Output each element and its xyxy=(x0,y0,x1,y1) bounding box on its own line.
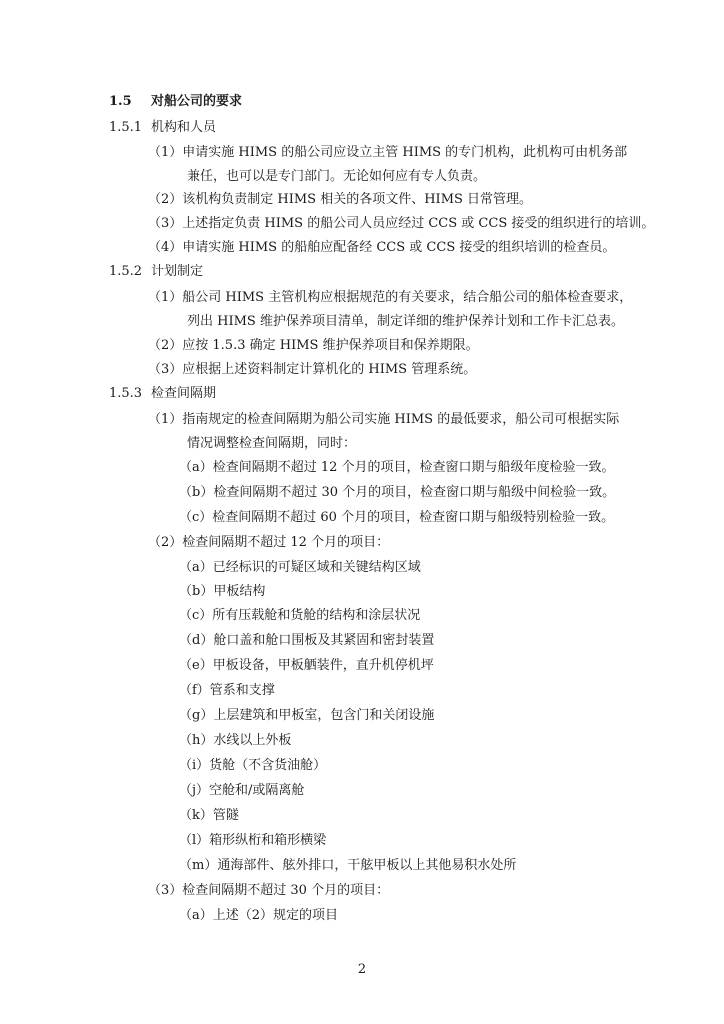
list-item: （a）上述（2）规定的项目 xyxy=(179,908,339,923)
subsection-title: 检查间隔期 xyxy=(151,386,217,401)
list-item: （b）甲板结构 xyxy=(179,584,266,599)
section-title: 对船公司的要求 xyxy=(151,94,243,109)
paragraph-line: （1）申请实施 HIMS 的船公司应设立主管 HIMS 的专门机构，此机构可由机务部 xyxy=(148,145,628,160)
list-item: （c）检查间隔期不超过 60 个月的项目，检查窗口期与船级特别检验一致。 xyxy=(179,510,615,525)
paragraph-line: 兼任，也可以是专门部门。无论如何应有专人负责。 xyxy=(187,169,487,184)
list-item: （a）已经标识的可疑区域和关键结构区域 xyxy=(179,560,421,575)
paragraph-line: （3）检查间隔期不超过 30 个月的项目： xyxy=(148,883,390,898)
list-item: （m）通海部件、舷外排口，干舷甲板以上其他易积水处所 xyxy=(179,858,517,873)
list-item: （b）检查间隔期不超过 30 个月的项目，检查窗口期与船级中间检验一致。 xyxy=(179,485,616,500)
list-item: （i）货舱（不含货油舱） xyxy=(179,758,327,773)
section-number: 1.5 xyxy=(109,94,132,109)
subsection-number: 1.5.2 xyxy=(109,264,143,279)
paragraph-line: （3）应根据上述资料制定计算机化的 HIMS 管理系统。 xyxy=(148,362,477,377)
paragraph-line: （3）上述指定负责 HIMS 的船公司人员应经过 CCS 或 CCS 接受的组织进行的培训。 xyxy=(148,216,655,231)
list-item: （l）箱形纵桁和箱形横梁 xyxy=(179,833,327,848)
list-item: （c）所有压载舱和货舱的结构和涂层状况 xyxy=(179,608,421,623)
paragraph-line: 情况调整检查间隔期，同时： xyxy=(187,436,357,451)
paragraph-line: （2）应按 1.5.3 确定 HIMS 维护保养项目和保养期限。 xyxy=(148,338,479,353)
list-item: （a）检查间隔期不超过 12 个月的项目，检查窗口期与船级年度检验一致。 xyxy=(179,460,615,475)
list-item: （f）管系和支撑 xyxy=(179,683,275,698)
list-item: （g）上层建筑和甲板室，包含门和关闭设施 xyxy=(179,708,435,723)
subsection-number: 1.5.3 xyxy=(109,386,143,401)
paragraph-line: （1）船公司 HIMS 主管机构应根据规范的有关要求，结合船公司的船体检查要求， xyxy=(148,290,633,305)
list-item: （e）甲板设备，甲板舾装件，直升机停机坪 xyxy=(179,658,434,673)
subsection-title: 机构和人员 xyxy=(151,120,217,135)
list-item: （j）空舱和/或隔离舱 xyxy=(179,783,305,798)
list-item: （h）水线以上外板 xyxy=(179,733,292,748)
paragraph-line: 列出 HIMS 维护保养项目清单，制定详细的维护保养计划和工作卡汇总表。 xyxy=(187,314,624,329)
subsection-number: 1.5.1 xyxy=(109,120,143,135)
page-number: 2 xyxy=(357,962,367,977)
paragraph-line: （2）检查间隔期不超过 12 个月的项目： xyxy=(148,535,390,550)
paragraph-line: （4）申请实施 HIMS 的船舶应配备经 CCS 或 CCS 接受的组织培训的检查员。 xyxy=(148,240,616,255)
subsection-title: 计划制定 xyxy=(151,264,204,279)
list-item: （d）舱口盖和舱口围板及其紧固和密封装置 xyxy=(179,633,435,648)
paragraph-line: （1）指南规定的检查间隔期为船公司实施 HIMS 的最低要求，船公司可根据实际 xyxy=(148,412,620,427)
list-item: （k）管隧 xyxy=(179,808,239,823)
paragraph-line: （2）该机构负责制定 HIMS 相关的各项文件、HIMS 日常管理。 xyxy=(148,192,533,207)
